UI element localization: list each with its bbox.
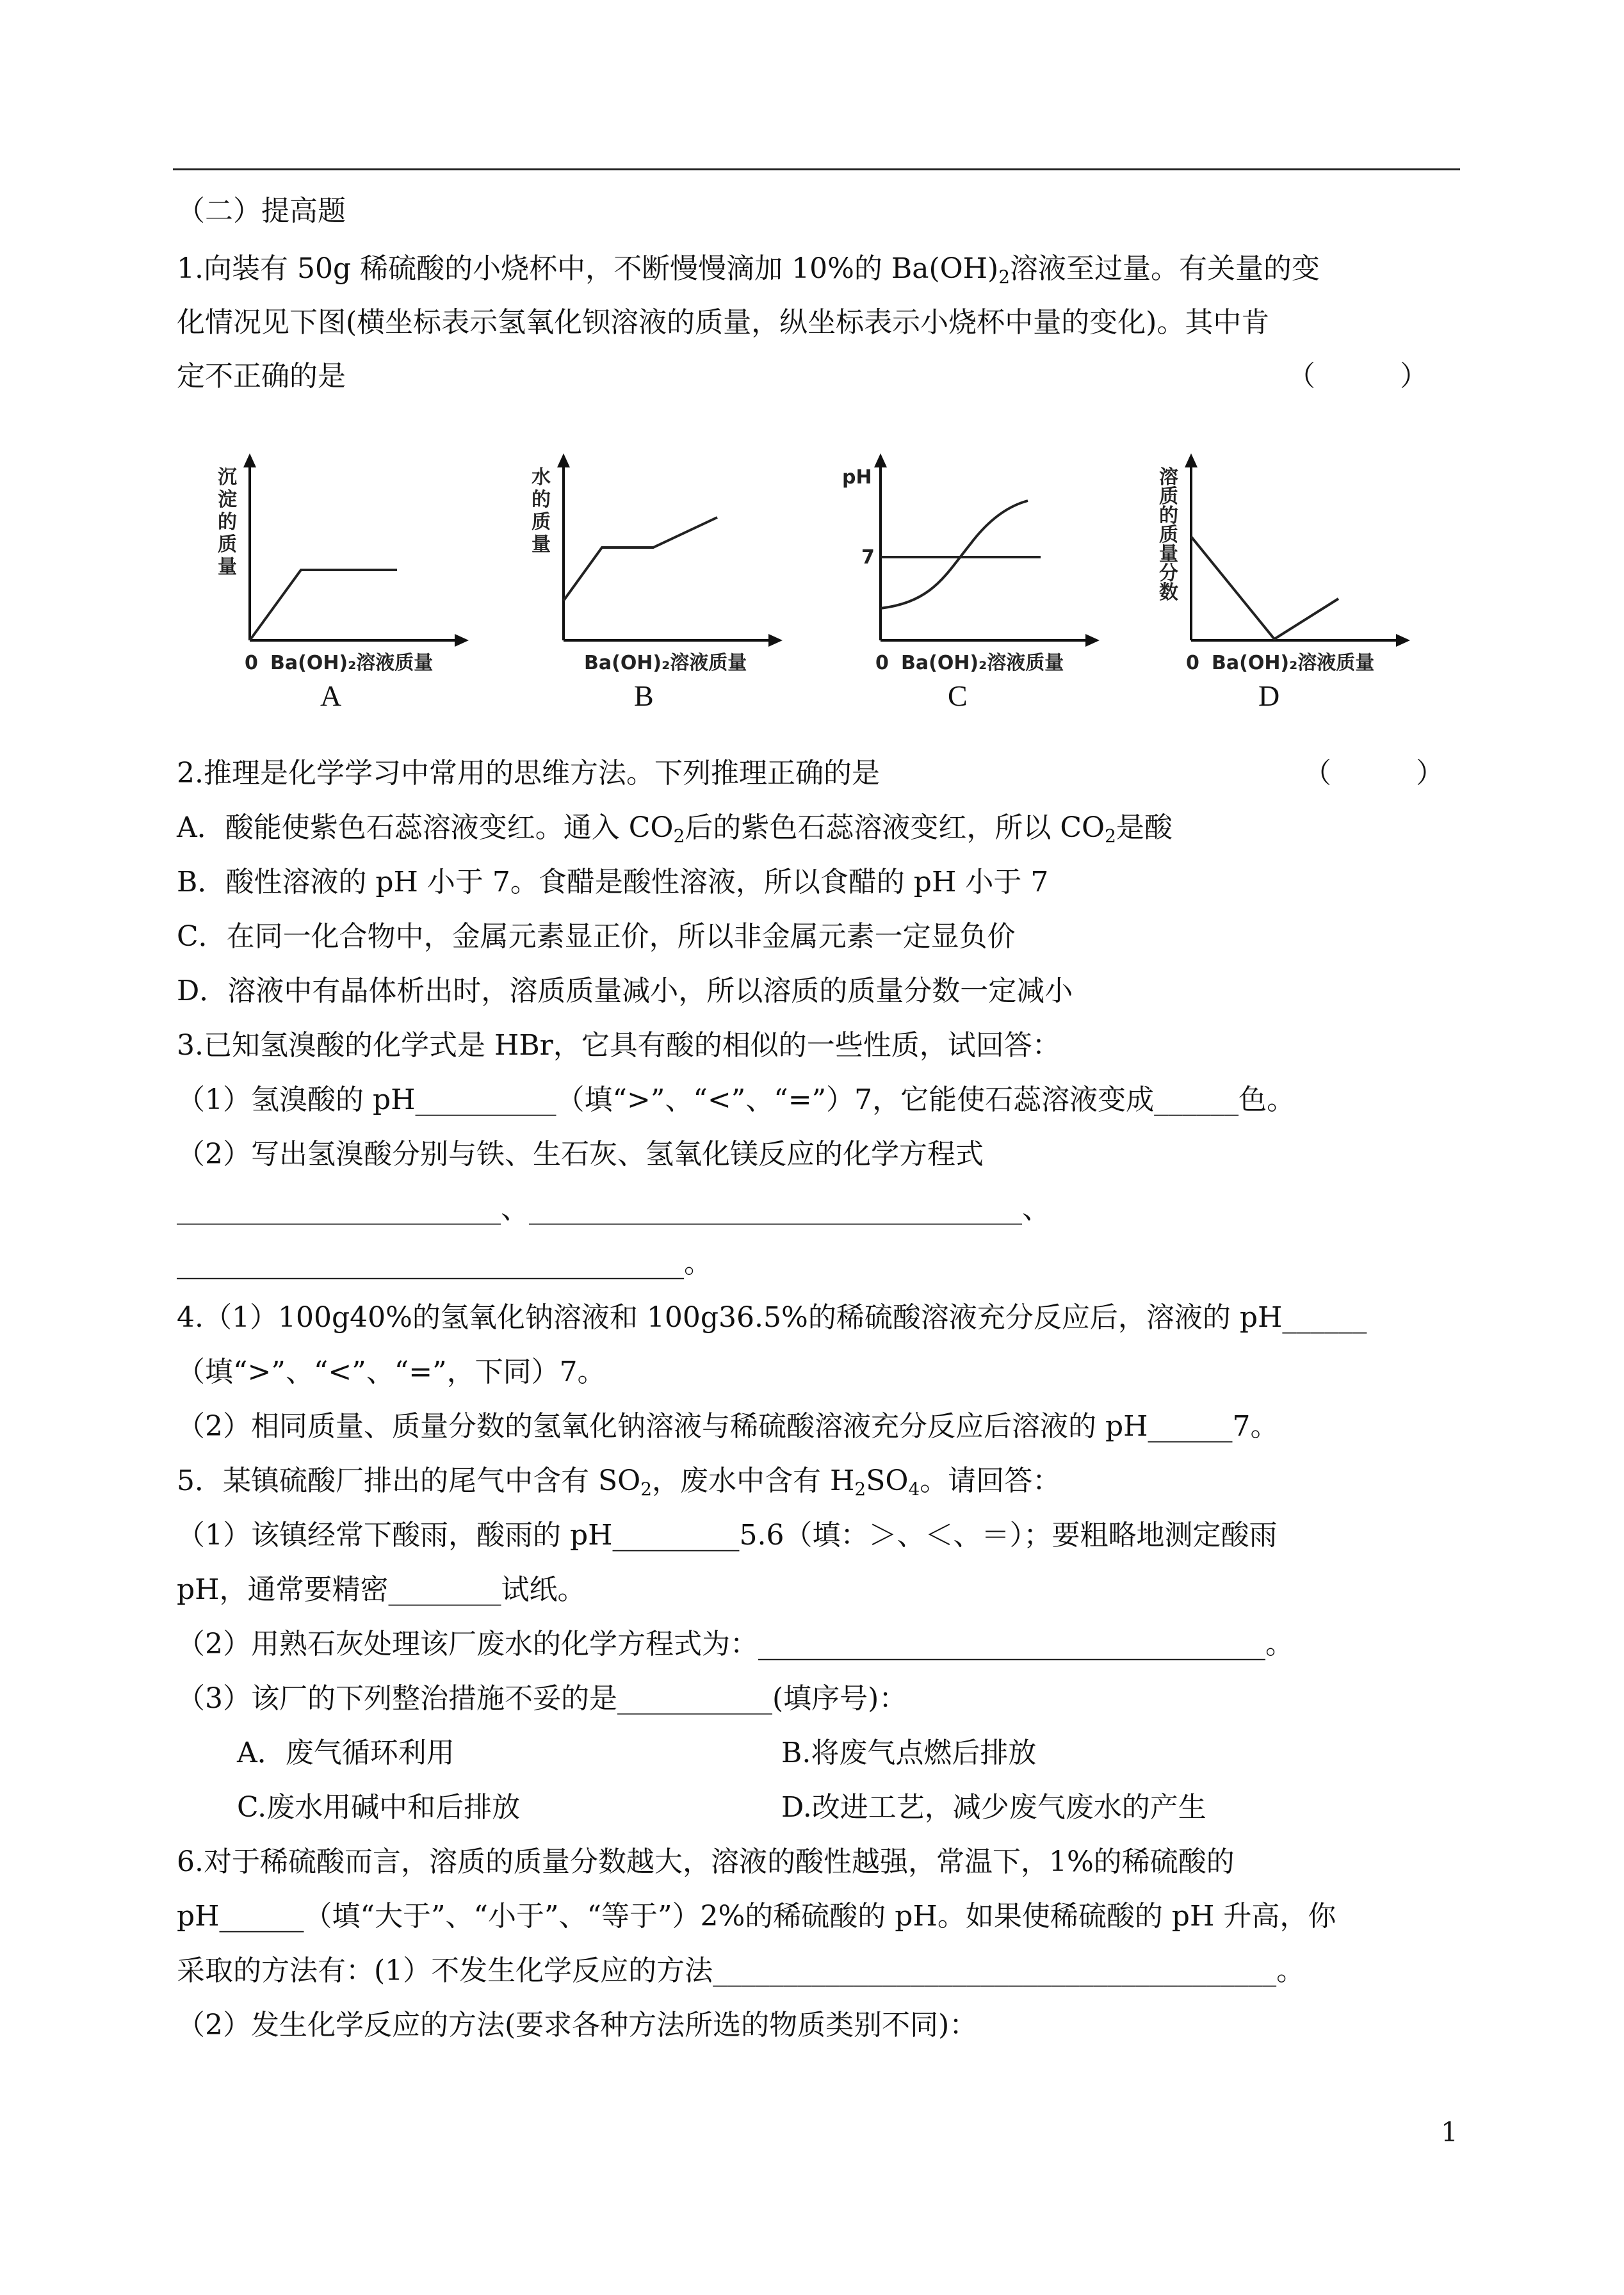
q3-part2: （2）写出氢溴酸分别与铁、生石灰、氢氧化镁反应的化学方程式 [177,1138,984,1171]
graph-b-curve [564,517,717,601]
graph-d-xlabel: Ba(OH)₂溶液质量 [1212,652,1375,674]
q2-option-a: A．酸能使紫色石蕊溶液变红。通入 $CO_2$后的紫色石蕊溶液变红，所以 $CO_2$是酸 [177,811,1173,847]
graph-b-caption: B [634,679,654,712]
q5-option-c: C.废水用碱中和后排放 [237,1791,521,1824]
q1-line2: 化情况见下图(横坐标表示氢氧化钡溶液的质量，纵坐标表示小烧杯中量的变化)。其中肯 [177,306,1270,339]
graph-a-ylabel-1: 淀 [218,489,237,511]
q1-line1: 1.向装有 50g 稀硫酸的小烧杯中，不断慢慢滴加 10%的 $Ba(OH)_2$溶液至过量。有关量的变 [177,252,1320,288]
q5-option-d: D.改进工艺，减少废气废水的产生 [781,1791,1206,1824]
q6-line3: 采取的方法有：(1）不发生化学反应的方法________________________________________。 [177,1954,1305,1987]
header-rule [173,168,1460,170]
graph-c-origin: 0 [875,652,889,674]
q5-option-b: B.将废气点燃后排放 [781,1737,1037,1769]
q6-line2: pH______（填“大于”、“小于”、“等于”）2%的稀硫酸的 pH。如果使稀硫酸的 pH 升高，你 [177,1900,1336,1933]
q5-part2: （2）用熟石灰处理该厂废水的化学方程式为：____________________________________。 [177,1628,1294,1660]
q3-blanks-2: ____________________________________。 [177,1247,712,1279]
graph-b-ylabel-2: 质 [532,511,551,533]
graph-d-ylabel-6: 数 [1159,581,1178,604]
q4-part1-line2: （填“>”、“<”、“=”，下同）7。 [177,1356,606,1388]
q5-part1-line1: （1）该镇经常下酸雨，酸雨的 pH_________5.6（填：＞、＜、＝）；要粗略地测定酸雨 [177,1519,1278,1552]
graph-b-x-arrow [768,634,783,647]
q1-line3: 定不正确的是 [177,360,346,393]
graph-d-y-arrow [1185,453,1198,467]
section-title: （二）提高题 [177,195,346,227]
graph-c-x-arrow [1085,634,1100,647]
q1-answer-paren: （ ） [1287,360,1428,393]
graph-d-ylabel-3: 质 [1159,524,1178,546]
graph-d-x-arrow [1396,634,1410,647]
graph-d-ylabel-5: 分 [1159,562,1178,585]
q2-answer-paren: （ ） [1303,757,1444,790]
graph-c-y-arrow [874,453,887,467]
graph-d-caption: D [1258,679,1280,712]
graph-b [525,448,794,681]
graph-b-ylabel-0: 水 [532,466,551,489]
graph-b-ylabel-1: 的 [532,489,551,511]
graph-b-ylabel-3: 量 [532,533,551,556]
graph-c-tick-7: 7 [861,546,875,569]
graph-d-ylabel-2: 的 [1159,505,1178,527]
graph-b-y-arrow [557,453,570,467]
q4-part2: （2）相同质量、质量分数的氢氧化钠溶液与稀硫酸溶液充分反应后溶液的 pH______7。 [177,1410,1279,1443]
q5-part3: （3）该厂的下列整治措施不妥的是___________(填序号)： [177,1682,907,1715]
q5-part1-line2: pH，通常要精密________试纸。 [177,1573,586,1606]
graph-c [842,448,1111,681]
graph-d-ylabel-4: 量 [1159,543,1178,565]
graph-a-ylabel-0: 沉 [218,466,237,489]
q3-blanks-1: _______________________、___________________________________、 [177,1192,1050,1225]
graph-a [211,448,480,681]
q3-stem: 3.已知氢溴酸的化学式是 HBr，它具有酸的相似的一些性质，试回答： [177,1029,1060,1062]
graph-b-xlabel: Ba(OH)₂溶液质量 [584,652,747,674]
graph-c-xlabel: Ba(OH)₂溶液质量 [901,652,1064,674]
graph-d [1153,448,1422,681]
graph-c-caption: C [948,679,968,712]
graph-a-ylabel-4: 量 [218,556,237,578]
q3-part1: （1）氢溴酸的 pH__________（填“>”、“<”、“=”）7，它能使石蕊溶液变成______色。 [177,1083,1295,1116]
q5-option-row-2 [237,1788,1206,1827]
q5-option-row-1 [237,1734,1037,1772]
q2-option-c: C．在同一化合物中，金属元素显正价，所以非金属元素一定显负价 [177,920,1016,953]
q5-stem: 5．某镇硫酸厂排出的尾气中含有 $SO_2$，废水中含有 $H_2SO_4$。请回答： [177,1464,1061,1500]
q5-option-a: A．废气循环利用 [237,1737,455,1769]
graph-a-ylabel-2: 的 [218,511,237,533]
graph-d-ylabel-1: 质 [1159,485,1178,508]
graph-a-origin: 0 [245,652,258,674]
graph-c-ylabel: pH [842,466,872,489]
graph-d-ylabel-0: 溶 [1159,466,1178,489]
graph-d-curve [1191,537,1338,639]
graph-a-xlabel: Ba(OH)₂溶液质量 [270,652,434,674]
page-number: 1 [1441,2116,1458,2148]
graph-a-curve [250,570,397,640]
graph-a-x-arrow [455,634,469,647]
graph-a-ylabel-3: 质 [218,533,237,556]
graph-a-caption: A [320,679,342,712]
q4-part1-line1: 4.（1）100g40%的氢氧化钠溶液和 100g36.5%的稀硫酸溶液充分反应后，溶液的 pH______ [177,1301,1367,1334]
q6-line1: 6.对于稀硫酸而言，溶质的质量分数越大，溶液的酸性越强，常温下，1%的稀硫酸的 [177,1845,1235,1878]
q2-option-b: B．酸性溶液的 pH 小于 7。食醋是酸性溶液，所以食醋的 pH 小于 7 [177,866,1049,898]
q2-option-d: D．溶液中有晶体析出时，溶质质量减小，所以溶质的质量分数一定减小 [177,975,1073,1007]
graph-d-origin: 0 [1186,652,1199,674]
q2-stem: 2.推理是化学学习中常用的思维方法。下列推理正确的是 [177,757,880,790]
graph-c-curve [881,501,1028,608]
q6-line4: （2）发生化学反应的方法(要求各种方法所选的物质类别不同)： [177,2009,978,2041]
graph-a-y-arrow [243,453,256,467]
